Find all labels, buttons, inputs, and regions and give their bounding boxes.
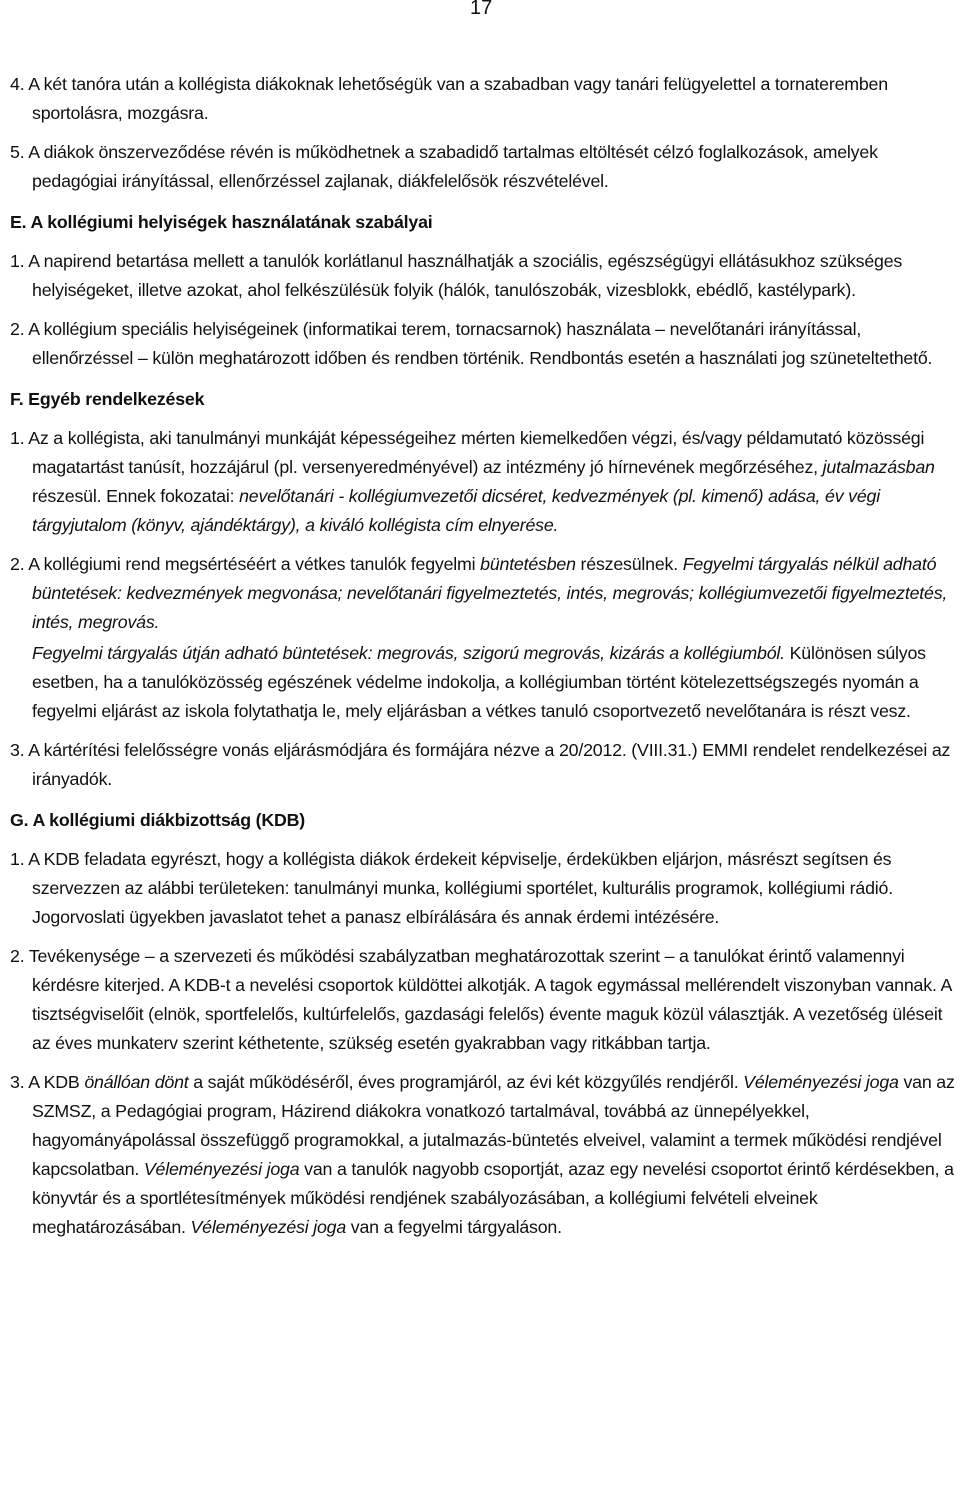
paragraph-5: 5. A diákok önszerveződése révén is működhetnek a szabadidő tartalmas eltöltését célzó foglalkozások, amelyek pedagógiai irányítással, ellenőrzéssel zajlanak, diákfelelősök részvételével. [10, 142, 878, 191]
section-e-paragraph-2: 2. A kollégium speciális helyiségeinek (informatikai terem, tornacsarnok) használata – nevelőtanári irányítással, ellenőrzéssel – külön meghatározott időben és rendben történik. Rendbontás esetén a használati jog szüneteltethető. [10, 319, 933, 368]
italic-run: Fegyelmi tárgyalás útján adható büntetések: megrovás, szigorú megrovás, kizárás a kollégiumból. [32, 643, 785, 663]
section-g-paragraph-2: 2. Tevékenysége – a szervezeti és működési szabályzatban meghatározottak szerint – a tanulókat érintő valamennyi kérdésre kiterjed. A KDB-t a nevelési csoportok küldöttei alkotják. A tagok egymással mellérendelt viszonyban vannak. A tisztségviselőit (elnök, sportfelelős, kultúrfelelős, gazdasági felelős) évente maguk közül választják. A vezetőség üléseit az éves munkaterv szerint kéthetente, szükség esetén gyakrabban vagy ritkábban tartja. [10, 946, 952, 1053]
section-g-paragraph-3 [10, 1068, 956, 1242]
italic-run: Véleményezési joga [143, 1159, 300, 1179]
italic-run: büntetésben [480, 554, 576, 574]
text-run: van a tanulók nagyobb csoportját, azaz egy nevelési csoportot érintő kérdésekben, a könyvtár és a sportlétesítmények működési rendjének szabályozásában, a kollégiumi felvételi elveinek meghatározásában. [32, 1159, 954, 1237]
document-body [10, 70, 956, 1252]
paragraph-4: 4. A két tanóra után a kollégista diákoknak lehetőségük van a szabadban vagy tanári felügyelettel a tornateremben sportolásra, mozgásra. [10, 74, 888, 123]
section-g-paragraph-1: 1. A KDB feladata egyrészt, hogy a kollégista diákok érdekeit képviselje, érdekükben eljárjon, másrészt segítsen és szervezzen az alábbi területeken: tanulmányi munka, kollégiumi sportélet, kulturális programok, kollégiumi rádió. Jogorvoslati ügyekben javaslatot tehet a panasz elbírálására és annak érdemi intézésére. [10, 849, 893, 927]
text-run: részesülnek. [575, 554, 683, 574]
section-f-paragraph-3: 3. A kártérítési felelősségre vonás eljárásmódjára és formájára nézve a 20/2012. (VIII.31.) EMMI rendelet rendelkezései az irányadók. [10, 740, 951, 789]
italic-run: Fegyelmi tárgyalás nélkül adható büntetések: kedvezmények megvonása; nevelőtanári figyelmeztetés, intés, megrovás; kollégiumvezetői figyelmeztetés, intés, megrovás. [32, 554, 948, 632]
page-number: 17 [470, 0, 493, 19]
section-f-paragraph-2-continued [10, 639, 956, 726]
italic-run: Véleményezési joga [190, 1217, 347, 1237]
text-run: van a fegyelmi tárgyaláson. [346, 1217, 562, 1237]
italic-run: Véleményezési joga [743, 1072, 899, 1092]
italic-run: önállóan dönt [84, 1072, 189, 1092]
section-f-paragraph-1 [10, 424, 956, 540]
text-run: a saját működéséről, éves programjáról, az évi két közgyűlés rendjéről. [188, 1072, 744, 1092]
section-f-paragraph-2 [10, 550, 956, 637]
text-run: 2. A kollégiumi rend megsértéséért a vétkes tanulók fegyelmi [10, 554, 481, 574]
text-run: Különösen súlyos esetben, ha a tanulóközösség egészének védelme indokolja, a kollégiumban történt kötelezettségszegés nyomán a fegyelmi eljárást az iskola folytathatja le, mely eljárásban a vétkes tanuló csoportvezető nevelőtanára is részt vesz. [32, 643, 926, 721]
section-e-paragraph-1: 1. A napirend betartása mellett a tanulók korlátlanul használhatják a szociális, egészségügyi ellátásukhoz szükséges helyiségeket, illetve azokat, ahol felkészülésük folyik (hálók, tanulószobák, vizesblokk, ebédlő, kastélypark). [10, 251, 903, 300]
section-f-heading: F. Egyéb rendelkezések [10, 389, 205, 409]
italic-run: nevelőtanári - kollégiumvezetői dicséret, kedvezmények (pl. kimenő) adása, év végi tárgyjutalom (könyv, ajándéktárgy), a kiváló kollégista cím elnyerése. [32, 486, 880, 535]
text-run: 3. A KDB [10, 1072, 85, 1092]
italic-run: jutalmazásban [822, 457, 935, 477]
text-run: 1. Az a kollégista, aki tanulmányi munkáját képességeihez mérten kiemelkedően végzi, és/vagy példamutató közösségi magatartást tanúsít, hozzájárul (pl. versenyeredményével) az intézmény jó hírnevének megőrzéséhez, [10, 428, 925, 477]
section-e-heading: E. A kollégiumi helyiségek használatának szabályai [10, 212, 433, 232]
text-run: van az SZMSZ, a Pedagógiai program, Házirend diákokra vonatkozó tartalmával, továbbá az ünnepélyekkel, hagyományápolással összefüggő programokkal, a jutalmazás-büntetés elveivel, valamint a termek működési rendjével kapcsolatban. [32, 1072, 955, 1179]
section-g-heading: G. A kollégiumi diákbizottság (KDB) [10, 810, 305, 830]
text-run: részesül. Ennek fokozatai: [32, 486, 240, 506]
